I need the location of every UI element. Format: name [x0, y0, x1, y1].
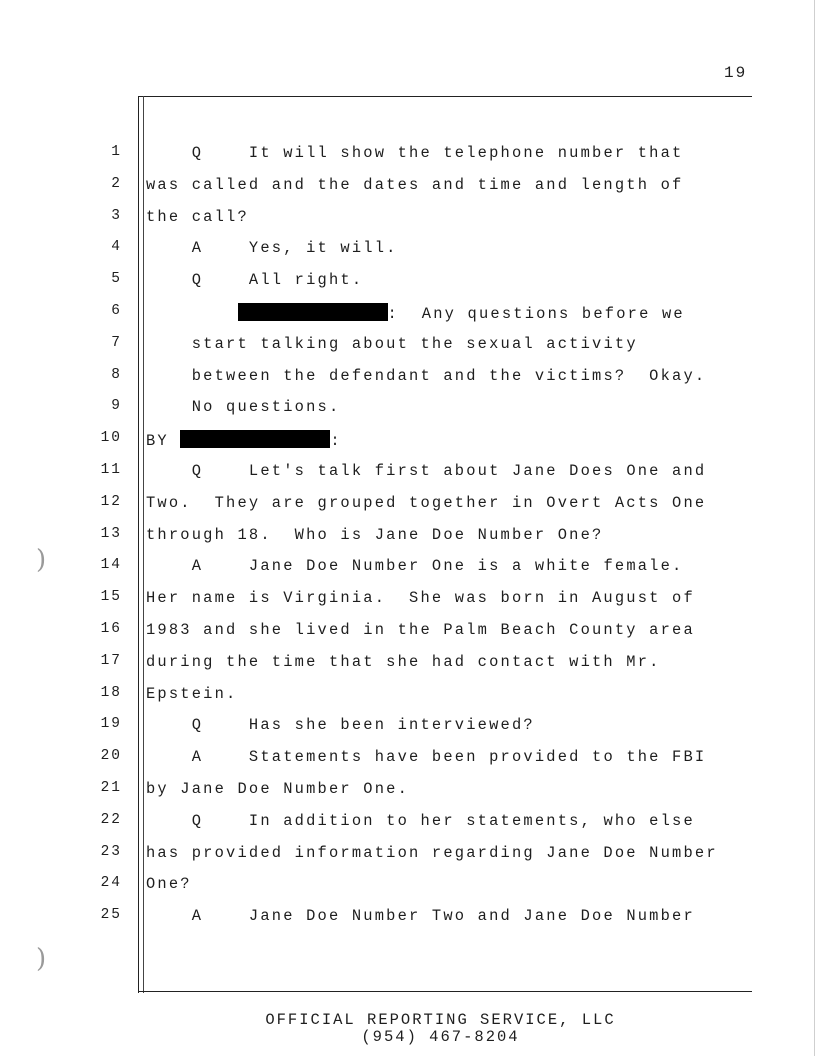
- line-number: 9: [111, 398, 122, 415]
- transcript-line: [0, 392, 817, 424]
- transcript-line: [0, 647, 817, 679]
- transcript-line: [0, 424, 817, 456]
- transcript-line: [0, 615, 817, 647]
- page-number: 19: [724, 64, 748, 82]
- line-indent: [146, 557, 192, 575]
- line-number: 11: [100, 461, 122, 478]
- line-text: [146, 716, 535, 734]
- line-content: Epstein.: [146, 684, 238, 703]
- line-text: [146, 176, 684, 194]
- transcript-line: [0, 361, 817, 393]
- line-content: Her name is Virginia. She was born in August of: [146, 589, 695, 608]
- line-text: [146, 367, 706, 385]
- line-number: 25: [100, 907, 122, 924]
- transcript-line: [0, 774, 817, 806]
- transcript-line: [0, 329, 817, 361]
- line-number: 1: [111, 144, 122, 160]
- line-text: [146, 430, 342, 450]
- line-text: [146, 462, 706, 480]
- redaction-bar: [180, 430, 330, 448]
- frame-top-rule: [138, 96, 752, 97]
- line-content: Q Let's talk first about Jane Does One and: [191, 461, 707, 480]
- line-text: [146, 907, 695, 925]
- transcript-line: [0, 679, 817, 711]
- line-indent: [146, 305, 238, 323]
- line-number: 8: [111, 366, 122, 383]
- line-text: [146, 780, 409, 798]
- transcript-body: [0, 138, 817, 933]
- line-text: [146, 557, 684, 575]
- line-content: A Jane Doe Number Two and Jane Doe Number: [191, 907, 695, 926]
- line-content: :: [330, 432, 342, 451]
- line-content: the call?: [146, 207, 249, 226]
- line-text: [146, 748, 706, 766]
- line-indent: [146, 239, 192, 257]
- line-text: [146, 271, 363, 289]
- line-number: 2: [111, 175, 122, 192]
- line-text: [146, 398, 340, 416]
- line-content: : Any questions before we: [387, 304, 685, 323]
- line-content: 1983 and she lived in the Palm Beach County area: [146, 620, 695, 639]
- line-content: through 18. Who is Jane Doe Number One?: [146, 525, 604, 544]
- line-content: Two. They are grouped together in Overt Acts One: [146, 493, 707, 512]
- transcript-line: [0, 170, 817, 202]
- line-number: 14: [100, 557, 122, 574]
- line-indent: [146, 367, 192, 385]
- reporter-phone: (954) 467-8204: [361, 1028, 520, 1046]
- line-content: Q All right.: [191, 271, 364, 290]
- line-text: [146, 526, 603, 544]
- transcript-line: [0, 901, 817, 933]
- transcript-line: [0, 488, 817, 520]
- line-number: 4: [111, 239, 122, 256]
- line-text: [146, 589, 695, 607]
- line-text: [146, 685, 238, 703]
- line-indent: [146, 716, 192, 734]
- line-content: Q It will show the telephone number that: [191, 144, 684, 162]
- transcript-line: [0, 202, 817, 234]
- line-indent: [146, 144, 192, 162]
- line-number: 6: [111, 302, 122, 319]
- line-number: 18: [100, 684, 122, 701]
- line-text: [146, 812, 695, 830]
- line-text: [146, 335, 638, 353]
- line-number: 15: [100, 589, 122, 606]
- transcript-line: [0, 456, 817, 488]
- transcript-line: [0, 233, 817, 265]
- line-content: was called and the dates and time and length of: [146, 175, 684, 194]
- line-number: 10: [100, 430, 122, 447]
- line-number: 22: [100, 811, 122, 828]
- line-prefix: BY: [146, 432, 181, 451]
- line-text: [146, 144, 684, 162]
- redaction-bar: [238, 303, 388, 321]
- transcript-line: [0, 138, 817, 170]
- line-text: [146, 303, 685, 323]
- frame-bottom-rule: [138, 991, 752, 992]
- line-indent: [146, 812, 192, 830]
- transcript-line: [0, 838, 817, 870]
- binder-mark: ): [36, 545, 47, 575]
- line-text: [146, 844, 718, 862]
- transcript-line: [0, 742, 817, 774]
- line-indent: [146, 907, 192, 925]
- line-content: One?: [146, 875, 192, 894]
- transcript-line: [0, 551, 817, 583]
- line-content: No questions.: [191, 398, 341, 417]
- line-content: Q In addition to her statements, who else: [191, 811, 695, 830]
- binder-mark: ): [36, 944, 47, 974]
- line-text: [146, 875, 192, 893]
- transcript-line: [0, 710, 817, 742]
- line-indent: [146, 271, 192, 289]
- line-indent: [146, 462, 192, 480]
- line-number: 21: [100, 779, 122, 796]
- line-content: A Statements have been provided to the FBI: [191, 748, 707, 767]
- transcript-line: [0, 869, 817, 901]
- line-content: A Jane Doe Number One is a white female.: [191, 557, 684, 576]
- line-indent: [146, 748, 192, 766]
- line-content: by Jane Doe Number One.: [146, 779, 410, 798]
- line-number: 7: [111, 334, 122, 351]
- reporter-name: OFFICIAL REPORTING SERVICE, LLC: [265, 1011, 616, 1029]
- line-content: between the defendant and the victims? Okay.: [191, 366, 707, 385]
- line-content: has provided information regarding Jane Doe Number: [146, 843, 718, 862]
- line-text: [146, 208, 249, 226]
- line-number: 16: [100, 620, 122, 637]
- transcript-line: [0, 806, 817, 838]
- line-number: 12: [100, 493, 122, 510]
- line-indent: [146, 335, 192, 353]
- line-number: 17: [100, 652, 122, 669]
- transcript-line: [0, 583, 817, 615]
- line-number: 3: [111, 207, 122, 224]
- line-number: 19: [100, 716, 122, 733]
- transcript-line: [0, 297, 817, 329]
- line-content: A Yes, it will.: [191, 239, 398, 258]
- line-number: 5: [111, 271, 122, 288]
- transcript-line: [0, 265, 817, 297]
- line-number: 24: [100, 875, 122, 892]
- line-indent: [146, 398, 192, 416]
- line-number: 23: [100, 843, 122, 860]
- line-content: during the time that she had contact with Mr.: [146, 652, 661, 671]
- line-text: [146, 239, 398, 257]
- line-number: 20: [100, 748, 122, 765]
- line-number: 13: [100, 525, 122, 542]
- line-text: [146, 653, 661, 671]
- line-text: [146, 494, 706, 512]
- line-content: Q Has she been interviewed?: [191, 716, 535, 735]
- line-text: [146, 621, 695, 639]
- transcript-line: [0, 520, 817, 552]
- line-content: start talking about the sexual activity: [191, 334, 638, 353]
